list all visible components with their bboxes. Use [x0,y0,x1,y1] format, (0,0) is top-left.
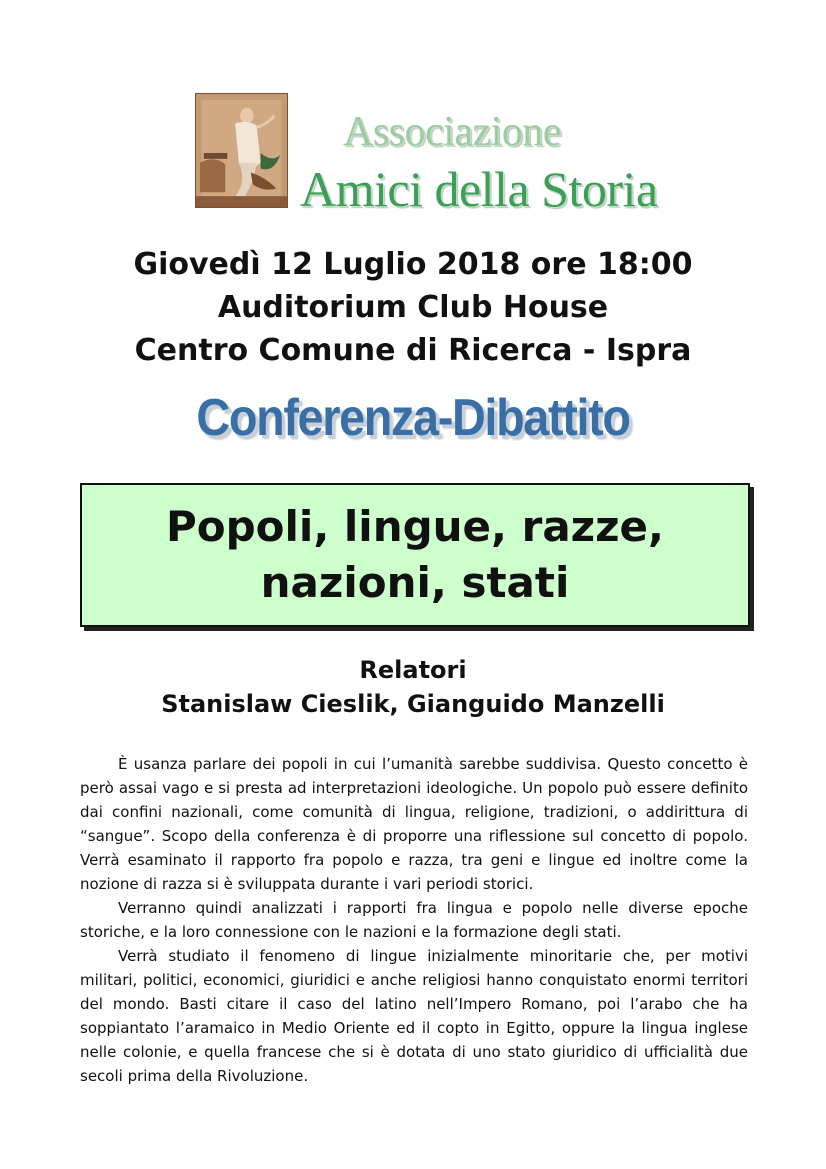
org-name-line2: Amici della Storia [300,161,658,217]
event-datetime: Giovedì 12 Luglio 2018 ore 18:00 [133,247,693,282]
event-type-heading: Conferenza-Dibattito [196,389,630,447]
speakers-label: Relatori [359,656,467,684]
paragraph-2: Verranno quindi analizzati i rapporti fra lingua e popolo nelle diverse epoche storiche, e la loro connessione con le nazioni e la formazione degli stati. [80,899,748,941]
association-logo-painting [195,93,288,208]
description-body [80,752,748,1088]
paragraph-1: È usanza parlare dei popoli in cui l’umanità sarebbe suddivisa. Questo concetto è però assai vago e si presta ad interpretazioni ideologiche. Un popolo può essere definito dai confini nazionali, come comunità di lingua, religione, tradizioni, o addirittura di “sangue”. Scopo della conferenza è di proporre una riflessione sul concetto di popolo. Verrà esaminato il rapporto fra popolo e razza, tra geni e lingue ed inoltre come la nozione di razza si è sviluppata durante i vari periodi storici. [80,755,748,893]
org-name-line1: Associazione [343,109,561,155]
speakers-names: Stanislaw Cieslik, Gianguido Manzelli [161,690,665,718]
title-line1: Popoli, lingue, razze, [165,502,665,551]
event-venue: Auditorium Club House [217,290,609,325]
paragraph-3: Verrà studiato il fenomeno di lingue inizialmente minoritarie che, per motivi militari, politici, economici, giuridici e anche religiosi hanno conquistato enormi territori del mondo. Basti citare il caso del latino nell’Impero Romano, poi l’arabo che ha soppiantato l’aramaico in Medio Oriente ed il copto in Egitto, oppure la lingua inglese nelle colonie, e quella francese che si è dotata di uno stato giuridico di ufficialità due secoli prima della Rivoluzione. [80,947,748,1085]
title-line2: nazioni, stati [260,558,570,607]
title-box [80,483,750,627]
fresco-figure-icon [196,94,287,207]
event-place: Centro Comune di Ricerca - Ispra [134,333,692,368]
